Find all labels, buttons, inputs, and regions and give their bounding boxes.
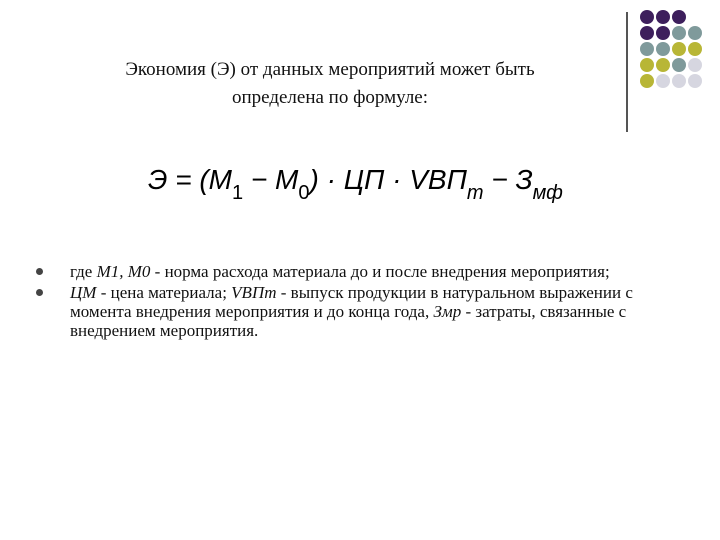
decorative-dot (656, 74, 670, 88)
decorative-dot (640, 10, 654, 24)
bullet-dot-icon (36, 268, 43, 275)
bullet-text-zmr: - затраты, связанные с внедрением мероприятия. (70, 302, 627, 340)
decorative-dot (656, 10, 670, 24)
title-line-1: Экономия (Э) от данных мероприятий может быть (125, 59, 535, 80)
decorative-dot (640, 58, 654, 72)
formula-m1-subscript: 1 (232, 182, 244, 204)
formula-m0-subscript: 0 (298, 182, 310, 204)
economy-formula (148, 160, 568, 208)
formula-t-subscript: т (466, 182, 484, 204)
decorative-dot (688, 42, 702, 56)
decorative-dot-grid (640, 10, 716, 120)
list-item (36, 262, 686, 281)
decorative-dot (672, 10, 686, 24)
decorative-dot (656, 42, 670, 56)
vertical-divider (626, 12, 628, 132)
bullet-text-cm: - цена материала; (96, 283, 232, 302)
term-vvp: VВПт (231, 283, 277, 302)
formula-mf-subscript: мф (532, 182, 563, 204)
bullet-dot-icon (36, 289, 43, 296)
formula-lhs: Э = (M (148, 164, 232, 195)
decorative-dot (672, 58, 686, 72)
bullet-text: - норма расхода материала до и после внедрения мероприятия; (150, 262, 610, 281)
decorative-dot (672, 42, 686, 56)
decorative-dot (688, 58, 702, 72)
decorative-dot (656, 26, 670, 40)
formula-after-paren: ) · ЦП · VВП (309, 164, 467, 195)
bullet-lead-text: где (70, 262, 97, 281)
decorative-dot (672, 74, 686, 88)
decorative-dot (640, 26, 654, 40)
list-item (36, 283, 686, 340)
decorative-dot (672, 26, 686, 40)
bullet-text-vvp: - выпуск продукции в натуральном выражении с момента внедрения мероприятия и до конца года, (70, 283, 633, 321)
term-cm: ЦМ (70, 283, 97, 302)
term-m1-m0: М1, М0 (96, 262, 151, 281)
formula-minus-z: − З (483, 164, 533, 195)
decorative-dot (688, 74, 702, 88)
decorative-dot (640, 42, 654, 56)
decorative-dot (688, 26, 702, 40)
decorative-dot (640, 74, 654, 88)
title-line-2: определена по формуле: (231, 87, 429, 108)
definitions-list (36, 262, 686, 342)
formula-minus-m: − M (243, 164, 299, 195)
slide-title (60, 56, 600, 112)
decorative-dot (656, 58, 670, 72)
term-zmr: Змр (433, 302, 462, 321)
